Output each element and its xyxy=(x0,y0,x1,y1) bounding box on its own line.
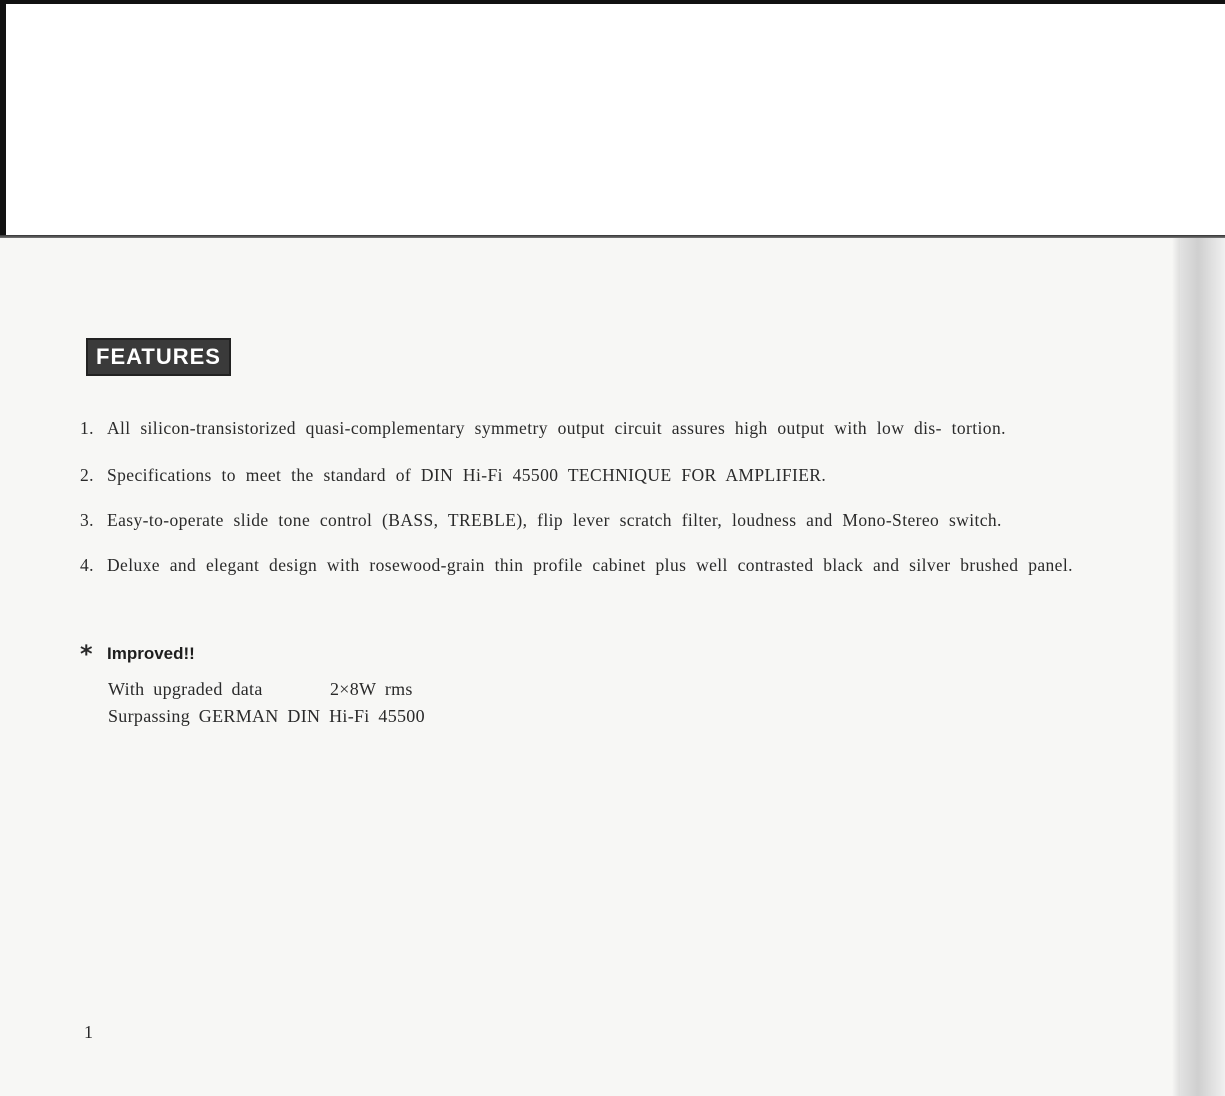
features-heading xyxy=(86,338,231,376)
feature-text: All silicon-transistorized quasi-complementary symmetry output circuit assures high output with low dis- tortion. xyxy=(107,418,1006,438)
facing-page-flap xyxy=(0,4,1225,236)
scan-left-edge xyxy=(0,0,6,236)
asterisk-marker: * xyxy=(80,640,93,668)
feature-text: Deluxe and elegant design with rosewood-grain thin profile cabinet plus well contrasted black and silver brushed panel. xyxy=(107,555,1073,575)
feature-item-4 xyxy=(80,553,1120,578)
page-fold-line xyxy=(0,235,1225,238)
page-gutter xyxy=(1180,238,1225,1096)
upgrade-standard: Surpassing GERMAN DIN Hi-Fi 45500 xyxy=(108,706,425,726)
improved-note xyxy=(80,642,195,666)
upgrade-value: 2×8W rms xyxy=(330,679,413,699)
feature-item-2 xyxy=(80,463,1120,488)
feature-number: 1. xyxy=(80,418,94,438)
feature-item-1 xyxy=(80,416,1120,441)
feature-text: Easy-to-operate slide tone control (BASS, TREBLE), flip lever scratch filter, loudness and Mono-Stereo switch. xyxy=(107,510,1002,530)
feature-number: 4. xyxy=(80,555,94,575)
upgrade-details xyxy=(108,676,425,730)
upgrade-row-data xyxy=(108,676,425,703)
page-number: 1 xyxy=(84,1022,93,1042)
features-list xyxy=(80,416,1120,600)
feature-number: 2. xyxy=(80,465,94,485)
features-heading-text: FEATURES xyxy=(96,344,221,369)
feature-number: 3. xyxy=(80,510,94,530)
upgrade-row-standard xyxy=(108,703,425,730)
feature-text: Specifications to meet the standard of DIN Hi-Fi 45500 TECHNIQUE FOR AMPLIFIER. xyxy=(107,465,827,485)
improved-label: Improved!! xyxy=(107,644,195,663)
upgrade-label: With upgraded data xyxy=(108,679,263,699)
feature-item-3 xyxy=(80,508,1120,533)
